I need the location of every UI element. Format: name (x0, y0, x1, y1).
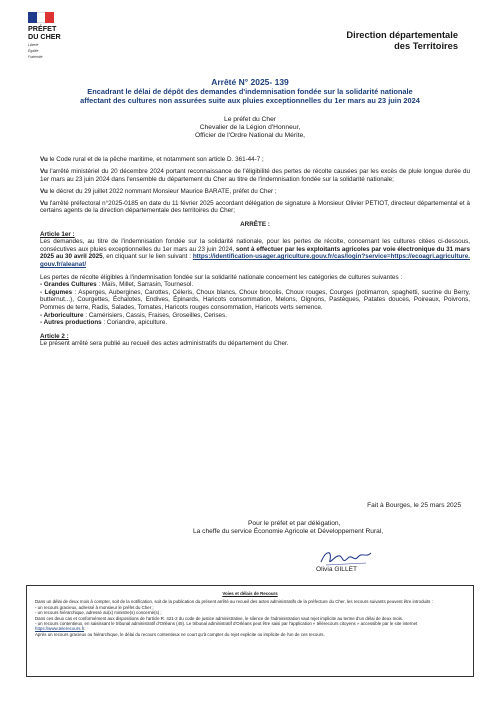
visa-vu: Vu (40, 168, 48, 176)
recours-p1: Dans un délai de deux mois à compter, soit de la notification, soit de la publication du présent arrêté au recueil des actes administratifs de la préfecture du Cher, les recours suivants peuvent être introduits : (35, 599, 433, 605)
category-items: : Coriandre, apiculture. (101, 319, 168, 327)
visa-text: l'arrêté préfectoral n°2025-0185 en date du 11 février 2025 accordant délégation de signature à Monsieur Olivier PETIOT, directeur départemental et à certains agents de la direction départementale des territoires du Cher; (40, 199, 470, 215)
title-line-2: affectant des cultures non assurées suite aux pluies exceptionnelles du 1er mars au 23 juin 2024 (80, 96, 420, 106)
visa-1 (40, 156, 470, 164)
list-item (40, 281, 470, 289)
list-item (40, 319, 470, 327)
crop-categories-list (40, 281, 470, 327)
list-item (40, 289, 470, 312)
marianne-flag-icon (28, 12, 54, 23)
article-1-text-start: Les demandes, au titre de l'indemnisation fondée sur la solidarité nationale, pour les pertes de récolte, concernant les cultures citées ci-dessous, consécutives aux pluies exceptionnelles du 1er mars au 23 juin 2024, (40, 238, 470, 253)
eligibility-link[interactable]: https://identification-usager.agriculture.gouv.fr/cas/login?service=https://ecoagri.agriculture.gouv.fr/aleanat/ (40, 253, 471, 269)
telerecours-link[interactable]: https://www.telerecours.fr (35, 626, 85, 632)
article-1-text-mid: , en cliquant sur le lien suivant : (102, 253, 193, 261)
category-name: - Arboriculture (40, 311, 84, 319)
visa-2 (40, 168, 470, 183)
direction-line-2: des Territoires (394, 41, 458, 51)
visa-text: le Code rural et de la pêche maritime, et notamment son article D. 361-44-7 ; (47, 156, 264, 163)
prefet-intro (0, 116, 500, 141)
article-1-para-2: Les pertes de récolte éligibles à l'indemnisation fondée sur la solidarité nationale concernent les catégories de cultures suivantes : (40, 273, 403, 281)
arrete-number: Arrêté N° 2025- 139 (211, 77, 289, 87)
recours-p5-end: . (84, 626, 86, 632)
visa-text: l'arrêté ministériel du 20 décembre 2024 portant reconnaissance de l'éligibilité des pertes de récolte causées par les excès de pluie longue durée du 1er mars au 23 juin 2024 dans l'ensemble du département du Cher au titre de l'indemnisation fondée sur la solidarité nationale; (40, 168, 470, 183)
title-line-1: Encadrant le délai de dépôt des demandes d'indemnisation fondée sur la solidarité nationale (87, 87, 413, 97)
category-name: - Autres productions (40, 319, 102, 327)
visa-vu: Vu (40, 156, 48, 163)
arrete-title-block (0, 78, 500, 106)
list-item (40, 312, 470, 320)
category-items: : Camérisiers, Cassis, Fraises, Groseilles, Cerises. (83, 311, 227, 319)
visa-text: le décret du 29 juillet 2022 nommant Monsieur Maurice BARATE, préfet du Cher ; (47, 187, 277, 195)
recours-box (26, 585, 474, 677)
prefet-intro-line-1: Le préfet du Cher (223, 116, 277, 123)
recours-title: Voies et délais de Recours (222, 591, 278, 596)
article-2-heading: Article 2 : (40, 332, 69, 340)
visa-vu: Vu (40, 187, 48, 195)
article-1-paragraph (40, 238, 470, 268)
signature-line-1: Pour le préfet et par délégation, (248, 520, 341, 527)
signatory-name: Olivia GILLET (316, 566, 358, 573)
category-items: : Maïs, Millet, Sarrasin, Tournesol. (96, 281, 194, 289)
prefet-intro-line-3: Officier de l'Ordre National du Mérite, (194, 132, 306, 140)
article-1-text-bold: sont à effectuer par les exploitants agricoles par voie électronique du 31 mars 2025 au 30 avril 2025 (40, 245, 470, 261)
recours-p5 (35, 621, 465, 632)
recours-p2: - un recours gracieux, adressé à monsieur le préfet du Cher ; (35, 604, 154, 610)
visa-3 (40, 188, 470, 196)
document-body (40, 156, 470, 348)
recours-p3: - un recours hiérarchique, adressé au(x) ministre(s) concerné(s) ; (35, 610, 162, 616)
article-2-text: Le présent arrêté sera publié au recueil des actes administratifs du département du Cher. (40, 340, 289, 348)
prefet-label-1: PRÉFET (28, 24, 57, 33)
motto-liberte: Liberté (28, 43, 39, 47)
prefecture-logo (28, 12, 88, 59)
category-items: : Asperges, Aubergines, Carottes, Céleris, Choux blancs, Choux brocolis, Choux rouges, Courges (potimarron, spaghetti, sucrine du Berry, butternut...), Courgettes, Échalotes, Endives, Épinards, Haricots consommation, Melons, Oignons, Pastèques, Patates douces, Poireaux, Poivrons, Pommes de terre, Radis, Salades, Tomates, Haricots rouges consommation, Haricots verts semence. (40, 288, 470, 311)
prefet-intro-line-2: Chevalier de la Légion d'Honneur, (199, 124, 301, 132)
handwritten-signature (318, 546, 374, 568)
recours-p5-text: - un recours contentieux, en saisissant le tribunal administratif d'Orléans (45). Le tribunal administratif d'Orléans peut être saisi par l'application « télérecours citoyens » accessible par le site internet (35, 621, 418, 627)
arrete-label: ARRÊTE : (240, 221, 270, 229)
visa-4 (40, 200, 470, 215)
category-name: - Légumes (40, 288, 73, 296)
direction-line-1: Direction départementale (346, 30, 458, 40)
signature-block (193, 520, 488, 536)
recours-p4: Dans ces deux cas et conformément aux dispositions de l'article R. 421-2 du code de justice administrative, le silence de l'administration vaut rejet implicite au terme d'un délai de deux mois. (35, 615, 404, 621)
signature-line-2: La cheffe du service Économie Agricole et Développement Rural, (193, 528, 384, 536)
category-name: - Grandes Cultures (40, 281, 97, 289)
motto-egalite: Égalité (28, 49, 39, 53)
prefet-label-2: DU CHER (28, 32, 61, 41)
visa-vu: Vu (40, 199, 48, 207)
place-date: Fait à Bourges, le 25 mars 2025 (367, 502, 461, 509)
recours-p6: Après un recours gracieux ou hiérarchique, le délai du recours contentieux ne court qu'à compter du rejet explicite ou implicite de l'un de ces recours. (35, 631, 325, 637)
motto-fraternite: Fraternité (28, 55, 43, 59)
article-1-heading: Article 1er : (40, 230, 75, 238)
direction-header (346, 30, 458, 52)
